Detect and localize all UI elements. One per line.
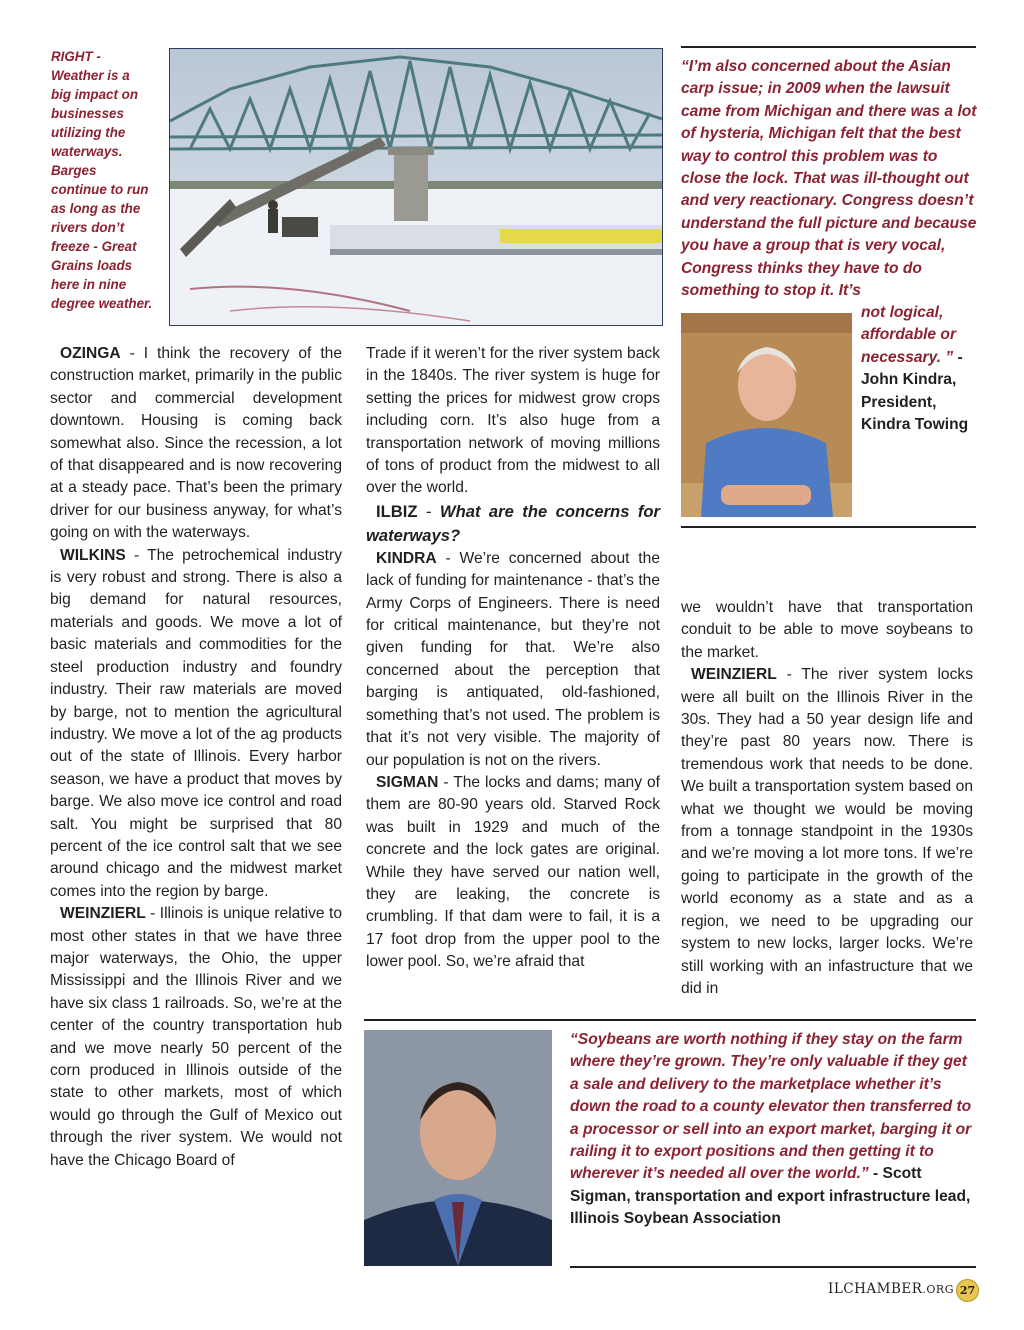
pullquote-top-rule (681, 46, 976, 48)
paragraph-sigman (366, 772, 660, 974)
pullquote-kindra-continued (861, 302, 977, 436)
pullquote-text: “Soybeans are worth nothing if they stay on the farm where they’re grown. They’re only valuable if they get a sale and delivery to the marketplace whether it’s down the road to a county elevator then transferred to a processor or sell into an export market, barging it or railing it to export positions and then getting it to wherever it’s needed all over the world.” (570, 1031, 972, 1183)
site-url (828, 1281, 954, 1297)
paragraph-weinzierl-2 (681, 664, 973, 1000)
pullquote-sigman (570, 1029, 978, 1231)
pullquote-bottom-rule (681, 526, 976, 528)
speaker-sigman: SIGMAN (376, 773, 439, 791)
speaker-weinzierl: WEINZIERL (691, 666, 777, 684)
paragraph-text: - Illinois is unique relative to most other states in that we have three major waterways, the Ohio, the upper Mississippi and the Illinois River and we have six class 1 railroads. So, we’re at the center of the country transportation hub and we move nearly 50 percent of the corn produced in Illinois outside of the state to other markets, most of which would go through the Gulf of Mexico out through the river system. We would not have the Chicago Board of (50, 905, 342, 1169)
paragraph-wilkins (50, 545, 342, 904)
question-text: What are the concerns for waterways? (366, 501, 660, 545)
article-column-3 (681, 597, 973, 1000)
site-url-main: ILCHAMBER (827, 1281, 923, 1297)
speaker-wilkins: WILKINS (60, 546, 126, 564)
speaker-weinzierl: WEINZIERL (60, 905, 146, 923)
speaker-kindra: KINDRA (376, 549, 437, 567)
speaker-ilbiz: ILBIZ (376, 501, 418, 521)
scott-sigman-portrait (364, 1030, 552, 1266)
article-column-2 (366, 343, 660, 974)
paragraph-text: - I think the recovery of the construction market, primarily in the public sector and commercial development downtown. Housing is coming back somewhat also. Since the recession, a lot of that disappeared and is now recovering at a steady pace. That’s been the primary driver for our business anyway, for what’s going on with the waterways. (50, 345, 342, 542)
winter-river-scene (170, 49, 662, 325)
paragraph-ozinga (50, 343, 342, 545)
page-number: 27 (956, 1279, 979, 1302)
speaker-ozinga: OZINGA (60, 345, 121, 362)
pullquote-kindra: “I’m also concerned about the Asian carp issue; in 2009 when the lawsuit came from Michigan and there was a lot of hysteria, Michigan felt that the best way to control this problem was to close the lock. That was ill-thought out and very reactionary. Congress doesn’t understand the full picture and because you have a group that is very vocal, Congress thinks they have to do something to stop it. It’s (681, 58, 977, 300)
portrait-illustration (364, 1030, 552, 1266)
pullquote-attribution: - John Kindra, President, Kindra Towing (861, 348, 969, 434)
paragraph-weinzierl (50, 903, 342, 1172)
paragraph-kindra (366, 548, 660, 772)
paragraph-text: - We’re concerned about the lack of funding for maintenance - that’s the Army Corps of Engineers. There is need for critical maintenance, but they’re not given funding for that. We’re also concerned about the perception that barging is antiquated, old-fashioned, something that’s not used. The problem is that it’s not very visible. The majority of our population is not on the rivers. (366, 549, 660, 769)
pullquote2-bottom-rule (570, 1266, 976, 1268)
paragraph-continued: we wouldn’t have that transportation conduit to be able to move soybeans to the market. (681, 599, 973, 661)
pullquote-attribution: - Scott Sigman, transportation and export infrastructure lead, Illinois Soybean Association (570, 1165, 971, 1228)
paragraph-text: - The petrochemical industry is very robust and strong. There is also a big demand for natural resources, materials and goods. We move a lot of basic materials and commodities for the steel production industry and foundry industry. Their raw materials are moved by barge, not to mention the agricultural industry. We move a lot of the ag products out of the state of Illinois. Every harbor season, we have a product that moves by barge. We also move ice control and road salt. You might be surprised that 80 percent of the ice control salt that we see around chicago and the midwest market comes into the region by barge. (50, 546, 342, 900)
photo-caption: RIGHT - Weather is a big impact on businesses utilizing the waterways. Barges continue to run as long as the rivers don’t freeze - Great Grains loads here in nine degree weather. (51, 49, 153, 311)
article-column-1 (50, 343, 342, 1172)
paragraph-continued: Trade if it weren’t for the river system back in the 1840s. The river system is huge for setting the prices for midwest grow crops including corn. It’s also huge from a transportation network of moving millions of tons of product from the midwest to all over the world. (366, 345, 660, 497)
site-url-suffix: .ORG (922, 1283, 954, 1296)
barge-bridge-photo (169, 48, 663, 326)
paragraph-text: - The locks and dams; many of them are 80-90 years old. Starved Rock was built in 1929 and much of the concrete and the lock gates are original. While they have served our nation well, they are leaking, the concrete is crumbling. If that dam were to fail, it is a 17 foot drop from the upper pool to the lower pool. So, we’re afraid that (366, 773, 660, 971)
john-kindra-portrait (681, 313, 852, 517)
pullquote-text-end: not logical, affordable or necessary. ” (861, 304, 957, 366)
portrait-illustration (681, 313, 852, 517)
pullquote2-top-rule (364, 1019, 976, 1021)
paragraph-text: - The river system locks were all built on the Illinois River in the 30s. They had a 50 year design life and they’re past 80 years now. There is tremendous work that needs to be done. We built a transportation system based on what we thought we would be moving from a tonnage standpoint in the 1930s and we’re moving a lot more tons. If we’re going to participate in the growth of the world economy as a state and as a region, we need to be upgrading our system to new locks, larger locks. We’re still working with an infastructure that we did in (681, 666, 973, 997)
interview-question: ILBIZ - What are the concerns for waterways? (366, 501, 660, 545)
